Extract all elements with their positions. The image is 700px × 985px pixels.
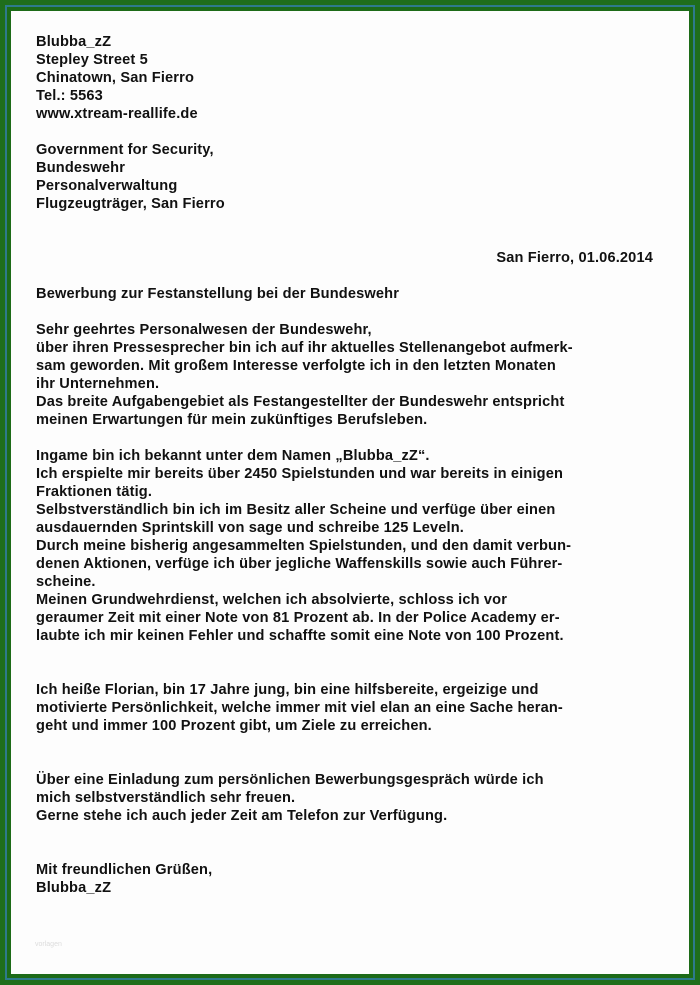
body-line: denen Aktionen, verfüge ich über jegliche Waffenskills sowie auch Führer- xyxy=(36,556,563,572)
sender-address xyxy=(36,33,676,123)
sender-street: Stepley Street 5 xyxy=(36,52,148,68)
letter-content xyxy=(36,33,676,897)
closing-greeting: Mit freundlichen Grüßen, xyxy=(36,862,213,878)
body-line: meinen Erwartungen für mein zukünftiges Berufsleben. xyxy=(36,412,428,428)
body-line: geraumer Zeit mit einer Note von 81 Prozent ab. In der Police Academy er- xyxy=(36,610,560,626)
body-line: über ihren Pressesprecher bin ich auf ihr aktuelles Stellenangebot aufmerk- xyxy=(36,340,573,356)
sender-city: Chinatown, San Fierro xyxy=(36,70,195,86)
body-line: laubte ich mir keinen Fehler und schaffte somit eine Note von 100 Prozent. xyxy=(36,628,564,644)
recipient-address xyxy=(36,141,676,213)
recipient-line: Flugzeugträger, San Fierro xyxy=(36,196,225,212)
recipient-line: Personalverwaltung xyxy=(36,178,178,194)
body-line: Ich erspielte mir bereits über 2450 Spielstunden und war bereits in einigen xyxy=(36,466,564,482)
recipient-line: Bundeswehr xyxy=(36,160,126,176)
paragraph-introduction xyxy=(36,321,676,429)
watermark-text: vorlagen xyxy=(35,941,62,948)
body-line: motivierte Persönlichkeit, welche immer mit viel elan an eine Sache heran- xyxy=(36,700,563,716)
body-line: Durch meine bisherig angesammelten Spielstunden, und den damit verbun- xyxy=(36,538,572,554)
sender-phone: Tel.: 5563 xyxy=(36,88,103,104)
closing xyxy=(36,861,676,897)
body-line: geht und immer 100 Prozent gibt, um Ziele zu erreichen. xyxy=(36,718,432,734)
body-line: Meinen Grundwehrdienst, welchen ich absolvierte, schloss ich vor xyxy=(36,592,508,608)
body-line: Selbstverständlich bin ich im Besitz aller Scheine und verfüge über einen xyxy=(36,502,556,518)
paragraph-personal xyxy=(36,681,676,735)
letter-page xyxy=(11,11,689,974)
place-and-date: San Fierro, 01.06.2014 xyxy=(496,250,653,266)
body-line: mich selbstverständlich sehr freuen. xyxy=(36,790,296,806)
sender-website: www.xtream-reallife.de xyxy=(36,106,198,122)
body-line: Ich heiße Florian, bin 17 Jahre jung, bin eine hilfsbereite, ergeizige und xyxy=(36,682,539,698)
subject-line: Bewerbung zur Festanstellung bei der Bundeswehr xyxy=(36,286,400,302)
sender-name: Blubba_zZ xyxy=(36,34,112,50)
paragraph-invitation xyxy=(36,771,676,825)
body-line: Das breite Aufgabengebiet als Festangestellter der Bundeswehr entspricht xyxy=(36,394,565,410)
recipient-line: Government for Security, xyxy=(36,142,214,158)
body-line: Gerne stehe ich auch jeder Zeit am Telefon zur Verfügung. xyxy=(36,808,448,824)
body-line: sam geworden. Mit großem Interesse verfolgte ich in den letzten Monaten xyxy=(36,358,556,374)
closing-signature: Blubba_zZ xyxy=(36,880,112,896)
paragraph-experience xyxy=(36,447,676,645)
body-line: ihr Unternehmen. xyxy=(36,376,160,392)
body-line: Ingame bin ich bekannt unter dem Namen „Blubba_zZ“. xyxy=(36,448,430,464)
body-line: scheine. xyxy=(36,574,96,590)
body-line: Über eine Einladung zum persönlichen Bewerbungsgespräch würde ich xyxy=(36,772,544,788)
body-line: ausdauernden Sprintskill von sage und schreibe 125 Leveln. xyxy=(36,520,464,536)
body-line: Sehr geehrtes Personalwesen der Bundeswehr, xyxy=(36,322,372,338)
body-line: Fraktionen tätig. xyxy=(36,484,153,500)
